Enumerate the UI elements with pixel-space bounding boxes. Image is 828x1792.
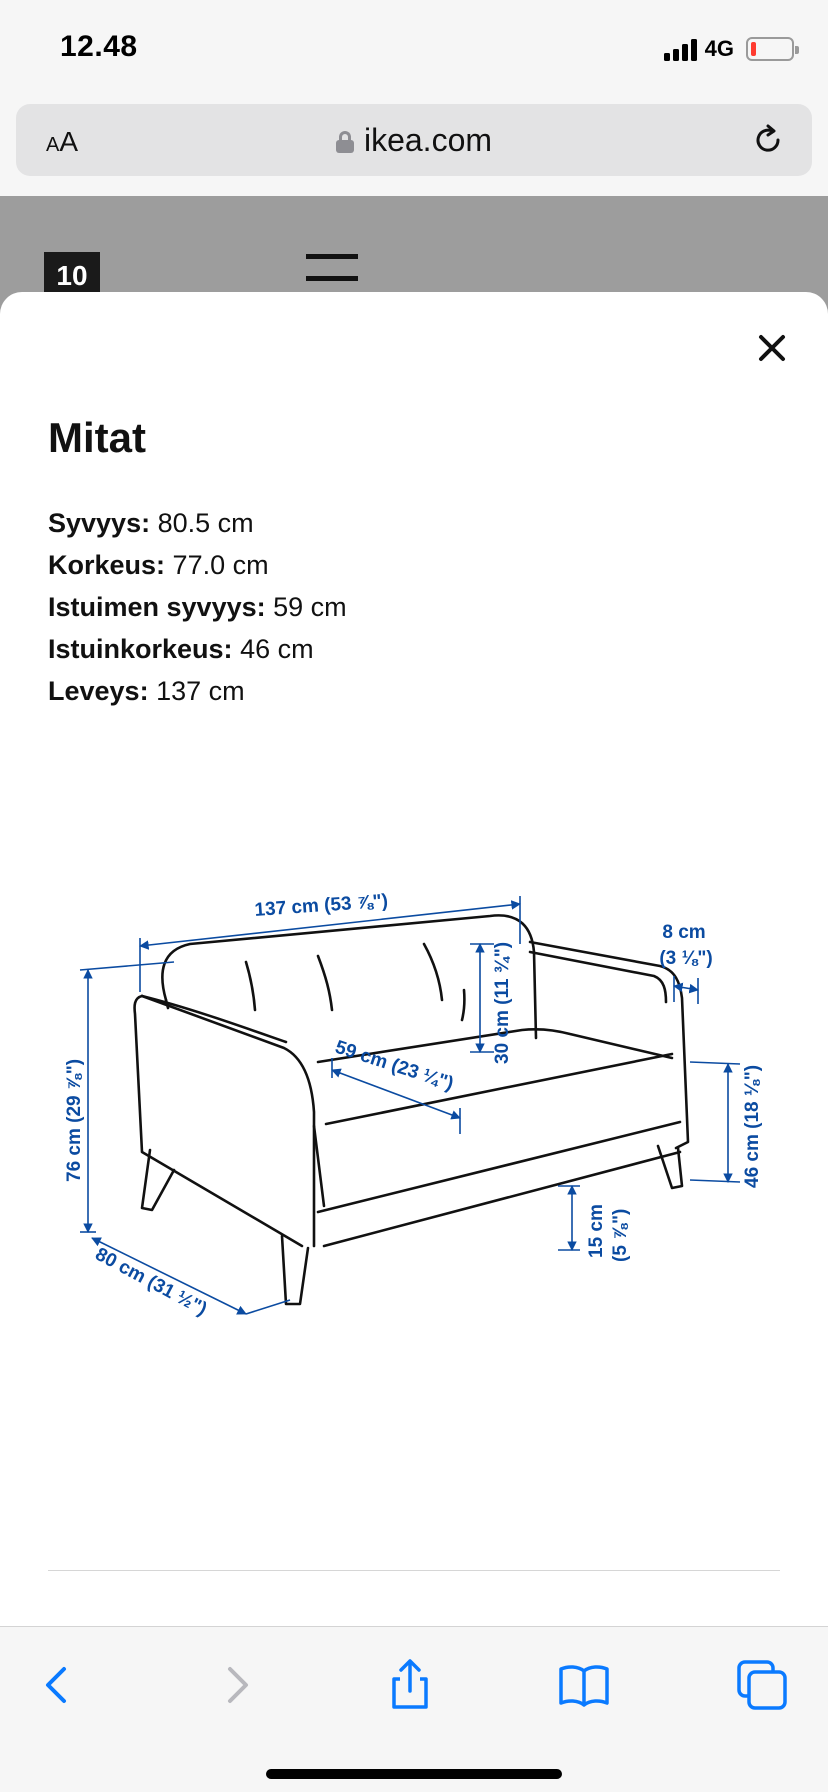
dimension-row: [48, 502, 347, 544]
hamburger-icon[interactable]: [306, 254, 358, 284]
browser-address-area: [0, 100, 828, 196]
dimension-label: Korkeus:: [48, 550, 166, 580]
dimension-row: [48, 628, 347, 670]
battery-icon: [746, 37, 794, 61]
battery-level: [751, 42, 756, 56]
divider: [48, 1570, 780, 1571]
url-display[interactable]: [16, 122, 812, 159]
dimension-value: 59 cm: [273, 592, 347, 622]
status-bar: [0, 0, 828, 100]
dimension-label: Leveys:: [48, 676, 149, 706]
width-label: 137 cm (53 ⅞"): [253, 890, 389, 921]
arm-width-inch-label: (3 ⅛"): [659, 948, 713, 969]
dimension-lines: [80, 896, 740, 1314]
page-badge[interactable]: 10: [44, 252, 100, 300]
dimension-row: [48, 544, 347, 586]
browser-toolbar: [0, 1626, 828, 1792]
address-bar[interactable]: [16, 104, 812, 176]
depth-label: 80 cm (31 ½"): [91, 1243, 211, 1321]
dimension-label: Istuinkorkeus:: [48, 634, 233, 664]
lock-icon: [336, 131, 354, 153]
back-icon[interactable]: [30, 1657, 86, 1713]
reload-icon[interactable]: [750, 122, 786, 158]
total-height-label: 76 cm (29 ⅞"): [64, 1058, 85, 1182]
dimension-label: Istuimen syvyys:: [48, 592, 266, 622]
close-icon[interactable]: [752, 328, 792, 368]
dimensions-list: [48, 502, 347, 712]
home-indicator[interactable]: [266, 1769, 562, 1779]
back-height-label: 30 cm (11 ¾"): [492, 941, 513, 1064]
arm-width-label: 8 cm: [662, 922, 706, 943]
tabs-icon[interactable]: [734, 1657, 790, 1713]
network-type: 4G: [704, 36, 734, 61]
share-icon[interactable]: [382, 1657, 438, 1713]
dimension-value: 77.0 cm: [172, 550, 269, 580]
dimension-row: [48, 670, 347, 712]
leg-height-inch-label: (5 ⅞"): [610, 1208, 631, 1262]
text-size-button[interactable]: AA: [46, 126, 79, 157]
status-indicators: [664, 36, 794, 62]
forward-icon[interactable]: [208, 1657, 264, 1713]
sheet-title: Mitat: [48, 414, 146, 461]
dimension-value: 46 cm: [240, 634, 314, 664]
signal-icon: [664, 37, 697, 61]
bookmarks-icon[interactable]: [556, 1657, 612, 1713]
seat-depth-label: 59 cm (23 ¼"): [332, 1036, 456, 1095]
dimension-value: 80.5 cm: [157, 508, 254, 538]
dimension-value: 137 cm: [156, 676, 245, 706]
url-text: ikea.com: [363, 122, 493, 158]
sofa-dimension-diagram: [50, 852, 780, 1412]
dimension-label: Syvyys:: [48, 508, 151, 538]
leg-height-label: 15 cm: [586, 1204, 607, 1258]
status-time: 12.48: [60, 30, 138, 63]
dimension-row: [48, 586, 347, 628]
dimensions-sheet: [0, 292, 828, 1626]
seat-height-label: 46 cm (18 ⅛"): [742, 1064, 763, 1188]
